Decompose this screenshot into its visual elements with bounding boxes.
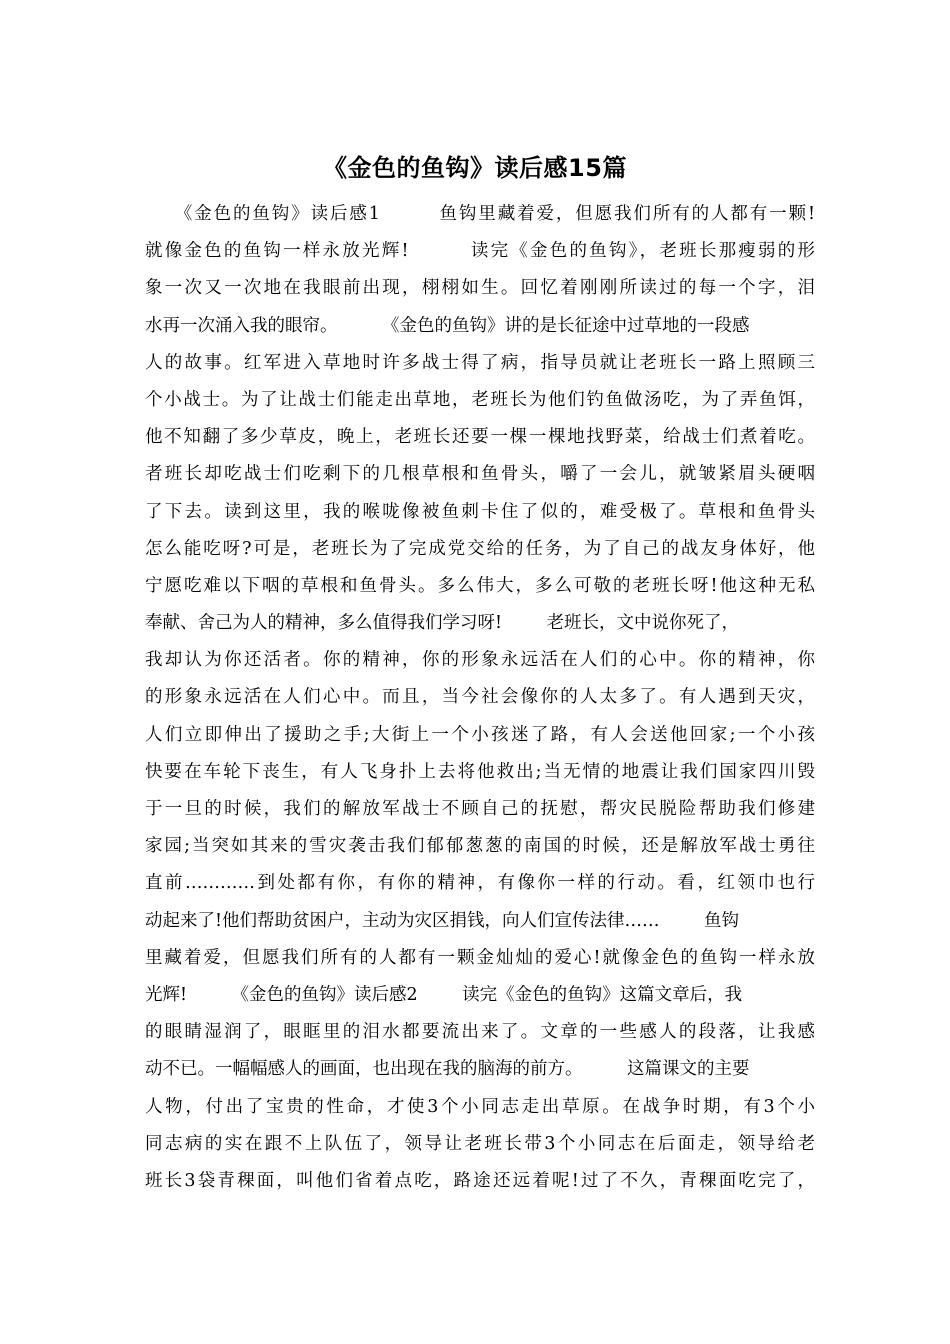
document-title: 《金色的鱼钩》读后感15篇	[323, 154, 627, 182]
body-text-line: 奉献、舍己为人的精神，多么值得我们学习呀! 老班长，文中说你死了，	[145, 613, 740, 634]
body-text-line: 水再一次涌入我的眼帘。 《金色的鱼钩》讲的是长征途中过草地的一段感	[145, 315, 750, 336]
body-text-line: 的形象永远活在人们心中。而且，当今社会像你的人太多了。有人遇到天灾，	[145, 687, 815, 708]
body-text-line: 他不知翻了多少草皮，晚上，老班长还要一棵一棵地找野菜，给战士们煮着吃。	[145, 427, 815, 448]
body-text-line: 者班长却吃战士们吃剩下的几根草根和鱼骨头，嚼了一会儿，就皱紧眉头硬咽	[145, 464, 815, 485]
body-text-line: 快要在车轮下丧生，有人飞身扑上去将他救出;当无情的地震让我们国家四川毁	[145, 761, 815, 782]
body-text-line: 人的故事。红军进入草地时许多战士得了病，指导员就让老班长一路上照顾三	[145, 352, 815, 373]
body-text-line: 同志病的实在跟不上队伍了，领导让老班长带3个小同志在后面走，领导给老	[145, 1133, 815, 1154]
body-text-line: 光辉! 《金色的鱼钩》读后感2 读完《金色的鱼钩》这篇文章后，我	[145, 984, 743, 1005]
body-text-line: 我却认为你还活者。你的精神，你的形象永远活在人们的心中。你的精神，你	[145, 650, 815, 671]
body-text-line: 怎么能吃呀?可是，老班长为了完成党交给的任务，为了自己的战友身体好，他	[145, 538, 815, 559]
body-text-line: 个小战士。为了让战士们能走出草地，老班长为他们钓鱼做汤吃，为了弄鱼饵，	[145, 389, 815, 410]
document-body	[145, 196, 815, 1200]
body-text-line: 动起来了!他们帮助贫困户，主动为灾区捐钱，向人们宣传法律…… 鱼钩	[145, 910, 740, 931]
body-text-line: 宁愿吃难以下咽的草根和鱼骨头。多么伟大，多么可敬的老班长呀!他这种无私	[145, 575, 815, 596]
body-text-line: 的眼睛湿润了，眼眶里的泪水都要流出来了。文章的一些感人的段落，让我感	[145, 1022, 815, 1043]
body-text-line: 于一旦的时候，我们的解放军战士不顾自己的抚慰，帮灾民脱险帮助我们修建	[145, 799, 815, 819]
body-text-line: 动不已。一幅幅感人的画面，也出现在我的脑海的前方。 这篇课文的主要	[145, 1059, 750, 1080]
body-text-line: 家园;当突如其来的雪灾袭击我们郁郁葱葱的南国的时候，还是解放军战士勇往	[145, 836, 815, 857]
body-text-line: 《金色的鱼钩》读后感1 鱼钩里藏着爱，但愿我们所有的人都有一颗!	[145, 204, 815, 224]
body-text-line: 直前…………到处都有你，有你的精神，有像你一样的行动。看，红领巾也行	[145, 873, 815, 894]
body-text-line: 了下去。读到这里，我的喉咙像被鱼刺卡住了似的，难受极了。草根和鱼骨头	[145, 501, 815, 522]
body-text-line: 象一次又一次地在我眼前出现，栩栩如生。回忆着刚刚所读过的每一个字，泪	[145, 278, 815, 299]
body-text-line: 里藏着爱，但愿我们所有的人都有一颗金灿灿的爱心!就像金色的鱼钩一样永放	[145, 947, 815, 968]
body-text-line: 就像金色的鱼钩一样永放光辉! 读完《金色的鱼钩》，老班长那瘦弱的形	[145, 241, 815, 262]
body-text-line: 人们立即伸出了援助之手;大街上一个小孩迷了路，有人会送他回家;一个小孩	[145, 724, 815, 745]
body-text-line: 班长3袋青稞面，叫他们省着点吃，路途还远着呢!过了不久，青稞面吃完了，	[145, 1170, 815, 1191]
body-text-line: 人物，付出了宝贵的性命，才使3个小同志走出草原。在战争时期，有3个小	[145, 1096, 815, 1117]
